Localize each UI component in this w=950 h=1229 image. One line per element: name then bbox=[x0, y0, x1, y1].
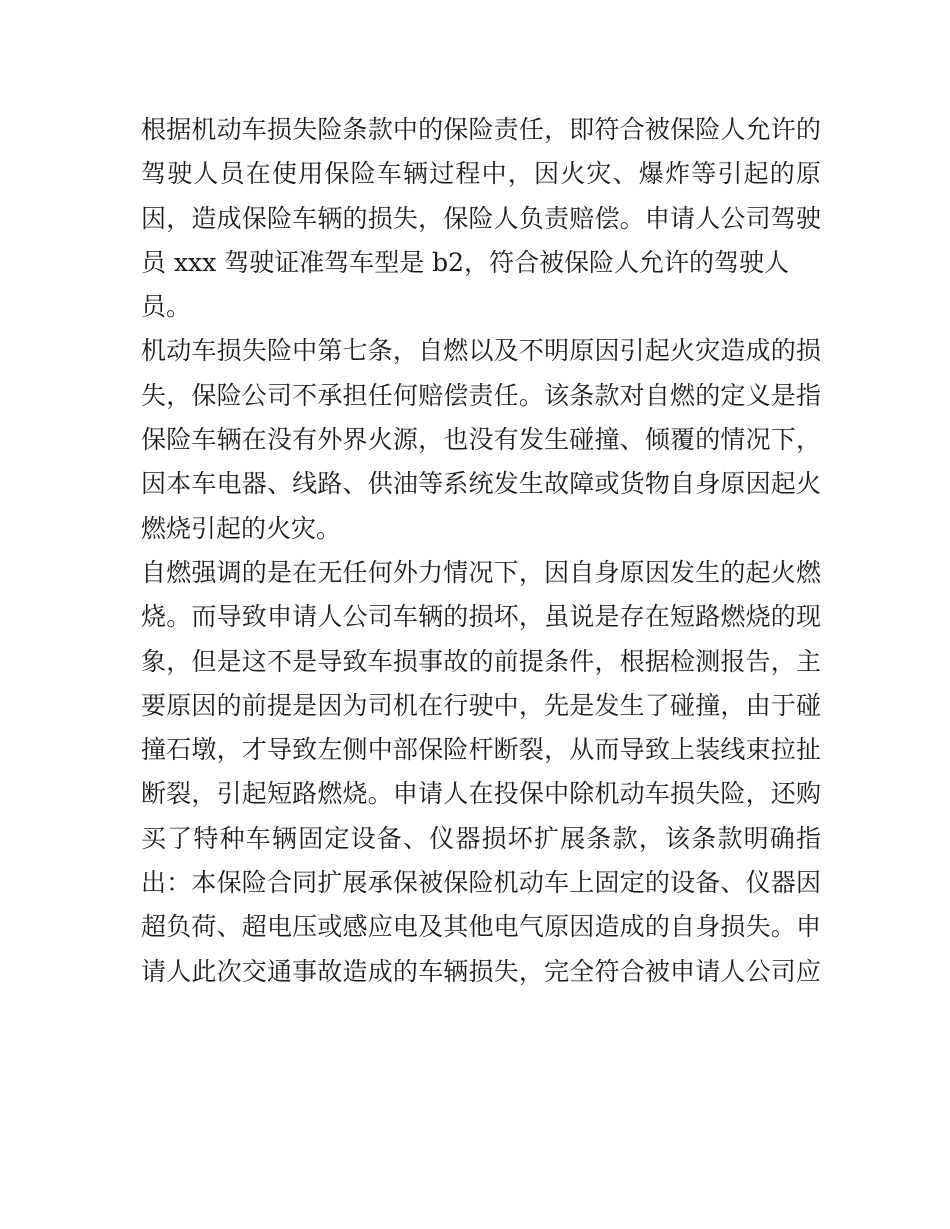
text-line: 烧。而导致申请人公司车辆的损坏，虽说是存在短路燃烧的现 bbox=[141, 602, 821, 632]
text-line: 断裂，引起短路燃烧。申请人在投保中除机动车损失险，还购 bbox=[141, 779, 821, 809]
body-text bbox=[141, 108, 821, 994]
text-line: 因，造成保险车辆的损失，保险人负责赔偿。申请人公司驾驶 bbox=[141, 203, 821, 233]
text-line: 超负荷、超电压或感应电及其他电气原因造成的自身损失。申 bbox=[141, 912, 821, 942]
text-line: 员。 bbox=[141, 292, 192, 322]
text-line: 保险车辆在没有外界火源，也没有发生碰撞、倾覆的情况下， bbox=[141, 425, 821, 455]
text-line: 员 xxx 驾驶证准驾车型是 b2，符合被保险人允许的驾驶人 bbox=[141, 247, 790, 277]
text-line: 驾驶人员在使用保险车辆过程中，因火灾、爆炸等引起的原 bbox=[141, 159, 821, 189]
text-line: 机动车损失险中第七条，自燃以及不明原因引起火灾造成的损 bbox=[141, 336, 821, 366]
text-line: 根据机动车损失险条款中的保险责任，即符合被保险人允许的 bbox=[141, 115, 821, 144]
text-line: 燃烧引起的火灾。 bbox=[141, 513, 342, 543]
text-line: 象，但是这不是导致车损事故的前提条件，根据检测报告，主 bbox=[141, 646, 821, 676]
text-line: 撞石墩，才导致左侧中部保险杆断裂，从而导致上装线束拉扯 bbox=[141, 735, 821, 765]
text-line: 因本车电器、线路、供油等系统发生故障或货物自身原因起火 bbox=[141, 469, 821, 499]
text-line: 请人此次交通事故造成的车辆损失，完全符合被申请人公司应 bbox=[141, 956, 821, 986]
text-line: 失，保险公司不承担任何赔偿责任。该条款对自燃的定义是指 bbox=[141, 380, 821, 410]
text-line: 出：本保险合同扩展承保被保险机动车上固定的设备、仪器因 bbox=[141, 868, 821, 898]
text-line: 买了特种车辆固定设备、仪器损坏扩展条款，该条款明确指 bbox=[141, 823, 821, 853]
text-line: 自燃强调的是在无任何外力情况下，因自身原因发生的起火燃 bbox=[141, 557, 821, 587]
text-line: 要原因的前提是因为司机在行驶中，先是发生了碰撞，由于碰 bbox=[141, 690, 821, 720]
